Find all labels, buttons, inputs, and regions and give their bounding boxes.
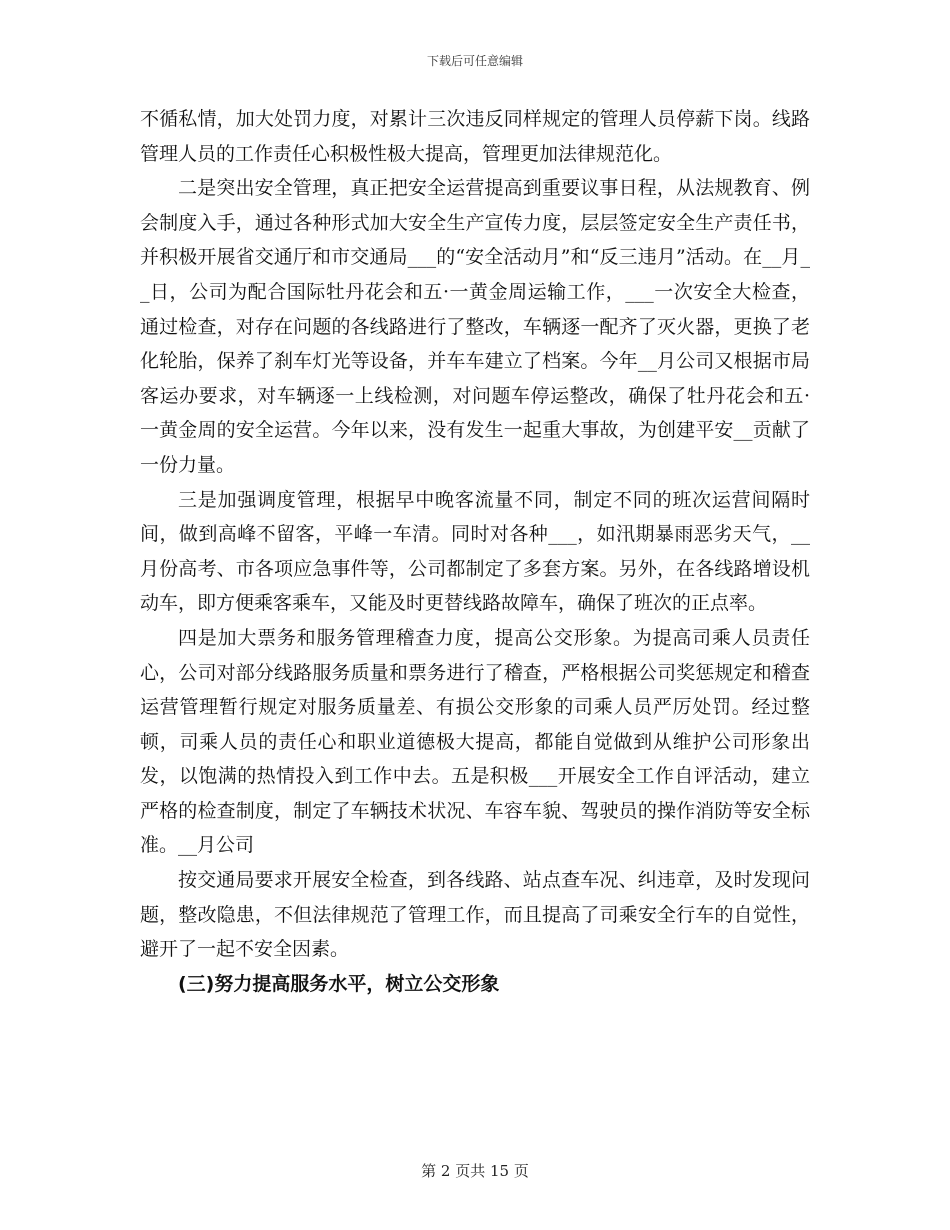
section-heading: (三)努力提高服务水平，树立公交形象 [178,972,500,995]
page-number: 第 2 页共 15 页 [421,1162,529,1180]
page-header: 下载后可任意编辑 [426,54,523,68]
paragraph-continuation: 不循私情，加大处罚力度，对累计三次违反同样规定的管理人员停薪下岗。线路管理人员的工作责任心积极性极大提高，管理更加法律规范化。 [140,108,810,165]
document-body [140,102,810,1001]
paragraph-ticket-service-inspection: 四是加大票务和服务管理稽查力度，提高公交形象。为提高司乘人员责任心，公司对部分线路服务质量和票务进行了稽查，严格根据公司奖惩规定和稽查运营管理暂行规定对服务质量差、有损公交形象的司乘人员严厉处罚。经过整顿，司乘人员的责任心和职业道德极大提高，都能自觉做到从维护公司形象出发，以饱满的热情投入到工作中去。五是积极___开展安全工作自评活动，建立严格的检查制度，制定了车辆技术状况、车容车貌、驾驶员的操作消防等安全标准。__月公司 [140,626,810,857]
paragraph-safety-check: 按交通局要求开展安全检查，到各线路、站点查车况、纠违章，及时发现问题，整改隐患，不但法律规范了管理工作，而且提高了司乘安全行车的自觉性，避开了一起不安全因素。 [140,869,810,961]
paragraph-safety-management: 二是突出安全管理，真正把安全运营提高到重要议事日程，从法规教育、例会制度入手，通过各种形式加大安全生产宣传力度，层层签定安全生产责任书，并积极开展省交通厅和市交通局___的“安全活动月”和“反三违月”活动。在__月__日，公司为配合国际牡丹花会和五·一黄金周运输工作，___一次安全大检查，通过检查，对存在问题的各线路进行了整改，车辆逐一配齐了灭火器，更换了老化轮胎，保养了刹车灯光等设备，并车车建立了档案。今年__月公司又根据市局客运办要求，对车辆逐一上线检测，对问题车停运整改，确保了牡丹花会和五·一黄金周的安全运营。今年以来，没有发生一起重大事故，为创建平安__贡献了一份力量。 [140,177,810,476]
paragraph-dispatch-management: 三是加强调度管理，根据早中晚客流量不同，制定不同的班次运营间隔时间，做到高峰不留客，平峰一车清。同时对各种___，如汛期暴雨恶劣天气，__月份高考、市各项应急事件等，公司都制定了多套方案。另外，在各线路增设机动车，即方便乘客乘车，又能及时更替线路故障车，确保了班次的正点率。 [140,488,810,615]
